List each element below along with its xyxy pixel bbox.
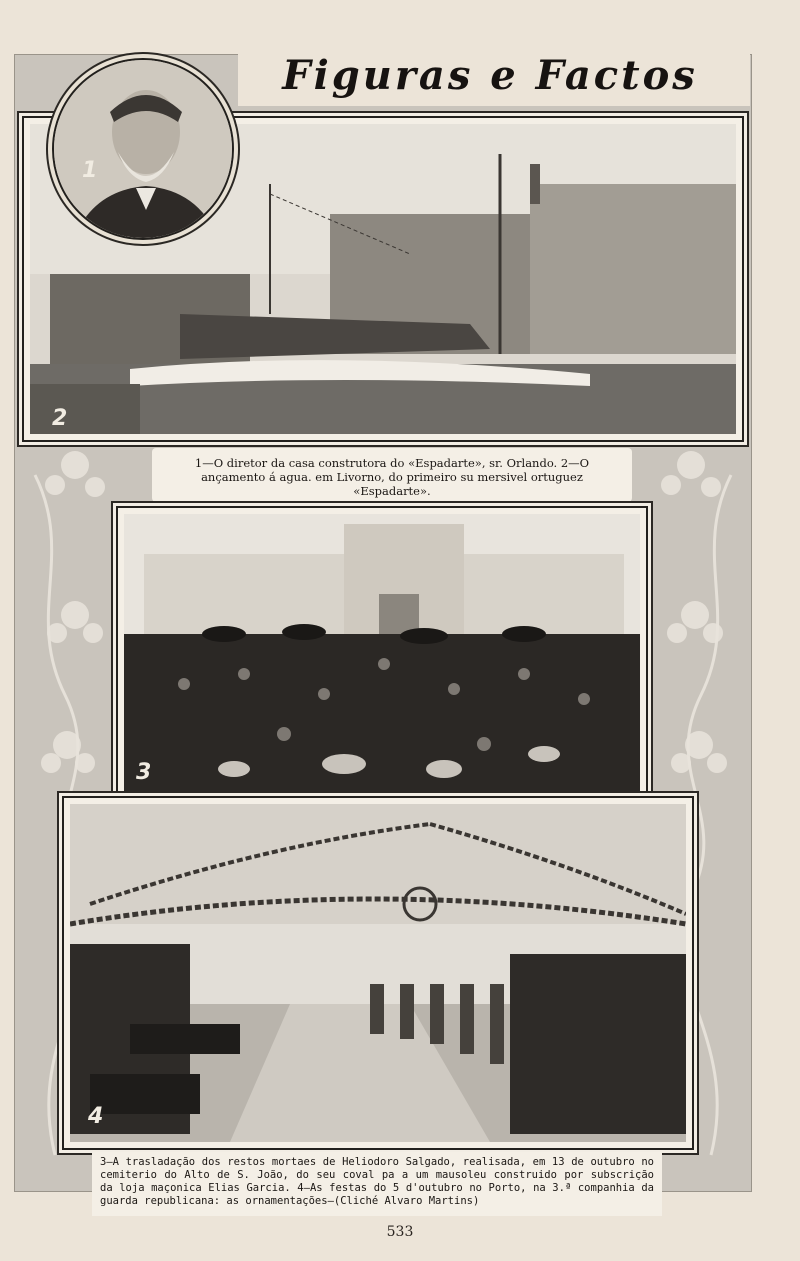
photo-crowd-cemetery [116, 506, 648, 802]
caption-bottom: 3—A trasladação dos restos mortaes de Heliodoro Salgado, realisada, em 13 de outubro no cemiterio do Alto de S. João, do seu coval pa a um mausoleu construido por subscrição da loja maçonica Elias Garcia. 4—As festas do 5 d'outubro no Porto, na 3.ª companhia da guarda republicana: as ornamentações—(Cliché Alvaro Martins) [92, 1152, 662, 1216]
page-number: 533 [386, 1224, 414, 1240]
crowd-illustration [124, 514, 640, 794]
photo-number: 3 [136, 760, 152, 785]
photo-number: 2 [52, 406, 68, 431]
photo-image [124, 514, 640, 794]
page-title: Figuras e Factos [282, 52, 698, 99]
portrait-illustration [54, 60, 232, 238]
photo-image [70, 804, 686, 1142]
portrait-orlando [52, 58, 234, 240]
barracks-illustration [70, 804, 686, 1142]
portrait-number: 1 [82, 158, 98, 183]
photo-number: 4 [88, 1104, 104, 1129]
photo-barracks-festivities [62, 796, 694, 1150]
caption-top: 1—O diretor da casa construtora do «Espadarte», sr. Orlando. 2—O ançamento á agua. em Livorno, do primeiro su mersivel ortuguez «Espadarte». [152, 448, 632, 502]
